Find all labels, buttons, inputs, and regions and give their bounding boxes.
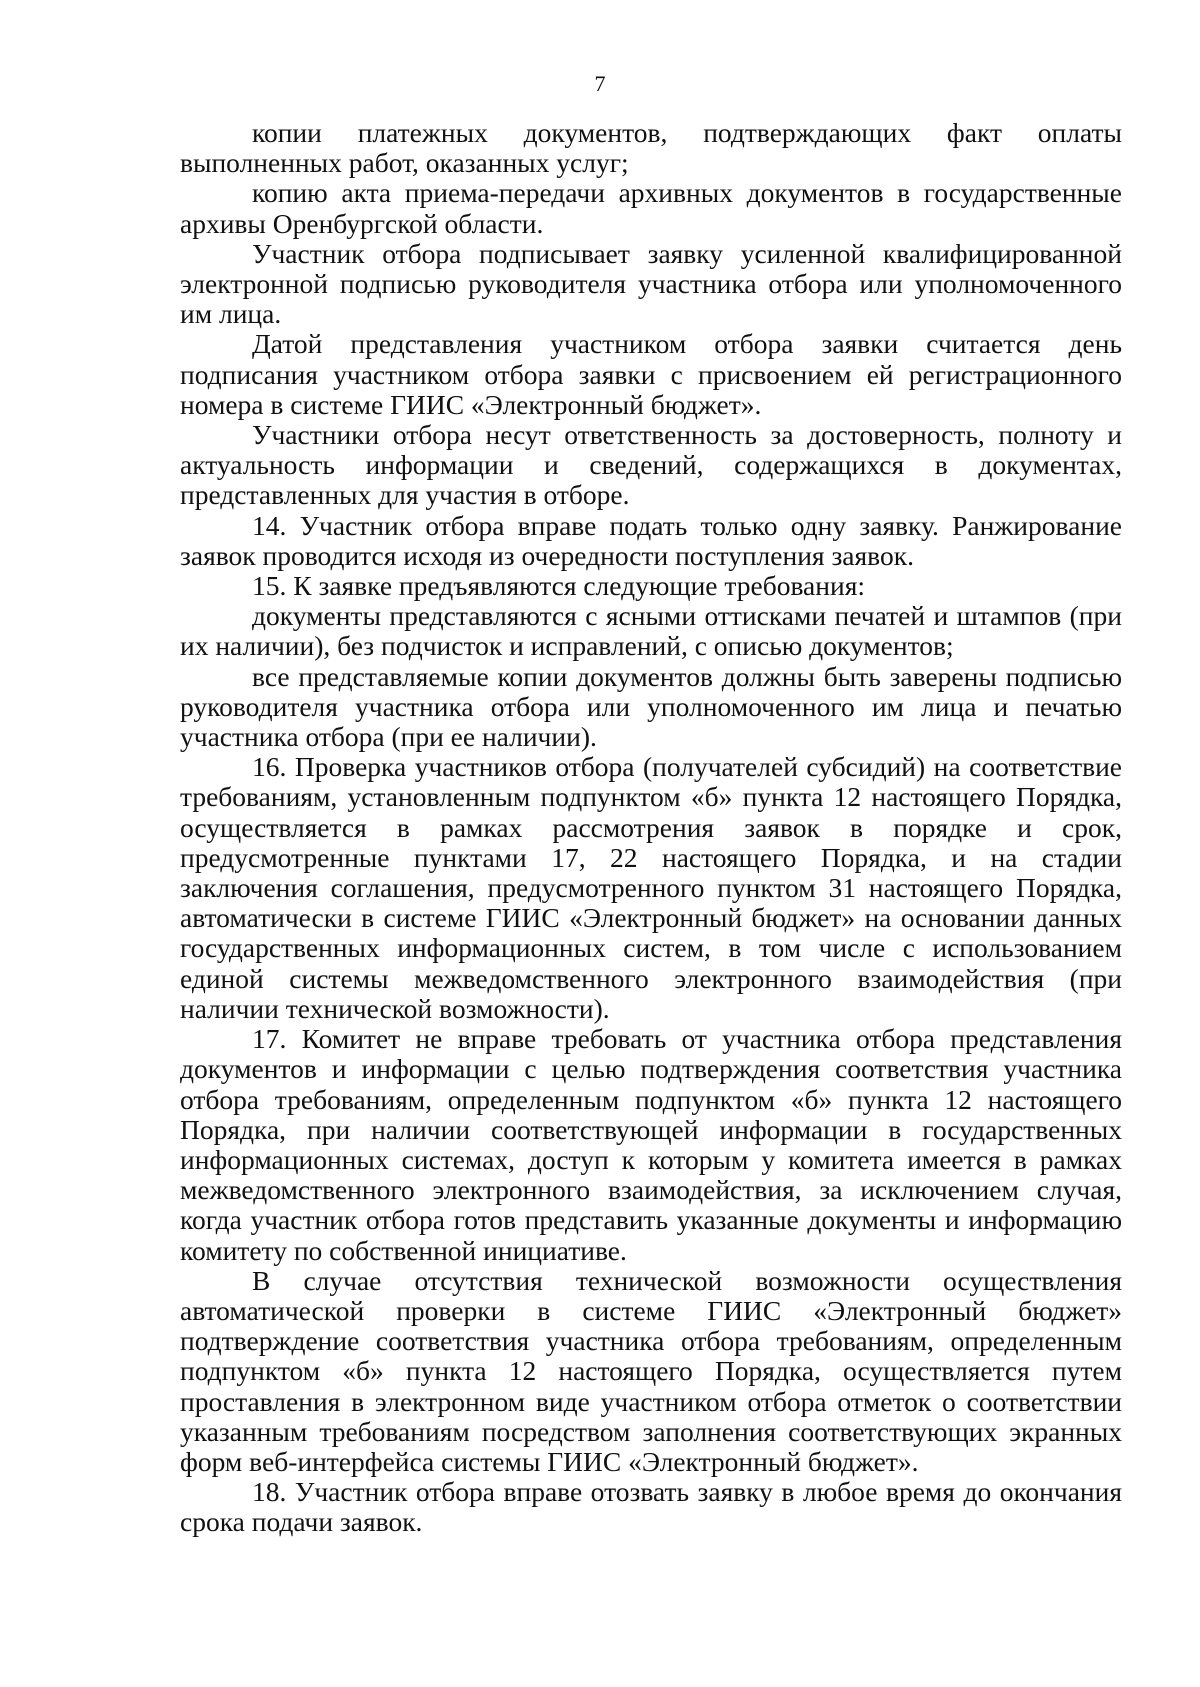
paragraph-signature: Участник отбора подписывает заявку усиленной квалифицированной электронной подписью руководителя участника отбора или уполномоченного им лица. <box>180 237 1122 330</box>
paragraph-archive-act: копию акта приема-передачи архивных документов в государственные архивы Оренбургской области. <box>180 177 1122 239</box>
paragraph-item-14: 14. Участник отбора вправе подать только одну заявку. Ранжирование заявок проводится исходя из очередности поступления заявок. <box>180 509 1122 571</box>
paragraph-payment-copies: копии платежных документов, подтверждающих факт оплаты выполненных работ, оказанных услуг; <box>180 117 1122 179</box>
paragraph-submission-date: Датой представления участником отбора заявки считается день подписания участником отбора заявки с присвоением ей регистрационного номера в системе ГИИС «Электронный бюджет». <box>180 328 1122 420</box>
paragraph-certified-copies: все представляемые копии документов должны быть заверены подписью руководителя участника отбора или уполномоченного им лица и печатью участника отбора (при ее наличии). <box>180 660 1122 753</box>
paragraph-item-15: 15. К заявке предъявляются следующие требования: <box>252 570 865 602</box>
paragraph-item-18: 18. Участник отбора вправе отозвать заявку в любое время до окончания срока подачи заявок. <box>180 1476 1122 1538</box>
document-body <box>180 118 1122 1538</box>
paragraph-responsibility: Участники отбора несут ответственность за достоверность, полноту и актуальность информации и сведений, содержащихся в документах, представленных для участия в отборе. <box>180 419 1122 511</box>
paragraph-seals: документы представляются с ясными оттисками печатей и штампов (при их наличии), без подчисток и исправлений, с описью документов; <box>180 600 1122 662</box>
page-number: 7 <box>594 71 606 96</box>
paragraph-no-technical-possibility: В случае отсутствия технической возможности осуществления автоматической проверки в системе ГИИС «Электронный бюджет» подтверждение соответствия участника отбора требованиям, определенным подпунктом «б» пункта 12 настоящего Порядка, осуществляется путем проставления в электронном виде участником отбора отметок о соответствии указанным требованиям посредством заполнения соответствующих экранных форм веб-интерфейса системы ГИИС «Электронный бюджет». <box>180 1264 1122 1477</box>
paragraph-item-17: 17. Комитет не вправе требовать от участника отбора представления документов и информации с целью подтверждения соответствия участника отбора требованиям, определенным подпунктом «б» пункта 12 настоящего Порядка, при наличии соответствующей информации в государственных информационных системах, доступ к которым у комитета имеется в рамках межведомственного электронного взаимодействия, за исключением случая, когда участник отбора готов представить указанные документы и информацию комитету по собственной инициативе. <box>180 1023 1122 1266</box>
paragraph-item-16: 16. Проверка участников отбора (получателей субсидий) на соответствие требованиям, установленным подпунктом «б» пункта 12 настоящего Порядка, осуществляется в рамках рассмотрения заявок в порядке и срок, предусмотренные пунктами 17, 22 настоящего Порядка, и на стадии заключения соглашения, предусмотренного пунктом 31 настоящего Порядка, автоматически в системе ГИИС «Электронный бюджет» на основании данных государственных информационных систем, в том числе с использованием единой системы межведомственного электронного взаимодействия (при наличии технической возможности). <box>180 751 1122 1024</box>
